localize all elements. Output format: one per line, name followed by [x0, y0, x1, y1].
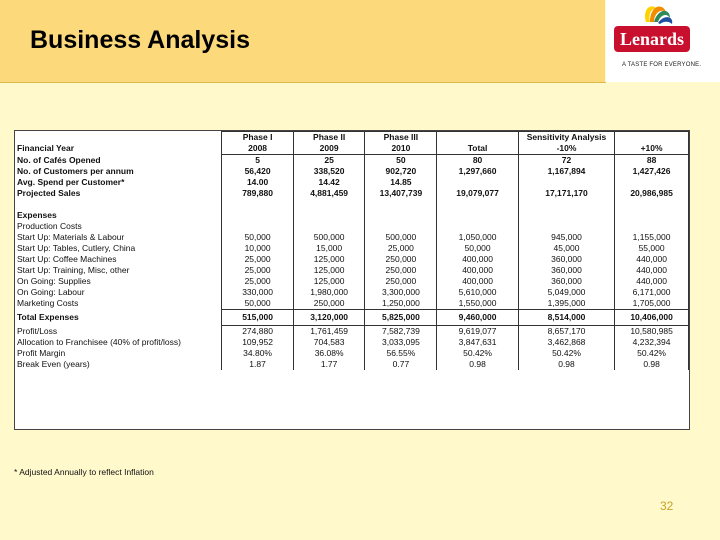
cell-value: 3,120,000: [293, 310, 365, 326]
cell-value: 1,155,000: [615, 232, 689, 243]
footnote: * Adjusted Annually to reflect Inflation: [14, 467, 154, 477]
cell-value: 17,171,170: [518, 188, 614, 199]
row-label: Production Costs: [17, 221, 82, 231]
cell-value: +10%: [615, 143, 689, 155]
cell-value: [615, 132, 689, 144]
cell-value: 45,000: [518, 243, 614, 254]
cell-value: 250,000: [365, 276, 437, 287]
cell-value: [222, 199, 293, 210]
cell-value: 338,520: [293, 166, 365, 177]
cell-value: 20,986,985: [615, 188, 689, 199]
cell-value: 400,000: [462, 254, 493, 264]
cell-value: 4,232,394: [615, 337, 689, 348]
cell-value: [615, 221, 689, 232]
cell-value: 50,000: [464, 243, 491, 253]
row-label: No. of Customers per annum: [17, 166, 134, 176]
logo-wordmark: Lenards: [619, 29, 685, 49]
table-row: [15, 359, 689, 370]
cell-value: 0.98: [518, 359, 614, 370]
row-label: On Going: Labour: [17, 287, 85, 297]
logo-tagline: A TASTE FOR EVERYONE.: [622, 62, 702, 68]
cell-value: Sensitivity Analysis: [518, 132, 614, 144]
row-label: Expenses: [17, 210, 57, 220]
cell-value: 360,000: [518, 276, 614, 287]
cell-value: 1,297,660: [458, 166, 497, 176]
cell-value: 400,000: [462, 265, 493, 275]
cell-value: 902,720: [365, 166, 437, 177]
logo-petal-blue: [658, 17, 672, 24]
cell-value: 0.77: [365, 359, 437, 370]
cell-value: 250,000: [365, 265, 437, 276]
cell-value: 3,300,000: [365, 287, 437, 298]
row-label: [15, 132, 222, 144]
cell-value: 50.42%: [518, 348, 614, 359]
cell-value: 14.00: [222, 177, 293, 188]
cell-value: 25,000: [222, 276, 293, 287]
row-label: Allocation to Franchisee (40% of profit/loss): [17, 337, 181, 347]
cell-value: 250,000: [293, 298, 365, 310]
cell-value: [518, 199, 614, 210]
cell-value: [615, 199, 689, 210]
cell-value: 72: [518, 155, 614, 167]
cell-value: 15,000: [293, 243, 365, 254]
table-row: [15, 310, 689, 326]
cell-value: 1.77: [293, 359, 365, 370]
cell-value: [437, 210, 518, 221]
cell-value: 10,580,985: [615, 326, 689, 338]
financial-table-panel: [14, 130, 690, 430]
table-row: [15, 199, 689, 210]
cell-value: 56.55%: [365, 348, 437, 359]
table-row: [15, 166, 689, 177]
row-label: [15, 199, 222, 210]
cell-value: 0.98: [469, 359, 486, 369]
row-label: Profit/Loss: [17, 325, 58, 336]
cell-value: 440,000: [615, 276, 689, 287]
cell-value: 19,079,077: [456, 188, 499, 198]
cell-value: 400,000: [462, 276, 493, 286]
cell-value: 789,880: [222, 188, 293, 199]
cell-value: [615, 210, 689, 221]
header-divider: [0, 82, 606, 83]
financial-table: [15, 131, 689, 370]
row-label: Projected Sales: [17, 188, 81, 198]
row-label: Break Even (years): [17, 359, 90, 369]
cell-value: 1,050,000: [458, 232, 497, 242]
cell-value: 1,980,000: [293, 287, 365, 298]
table-row: [15, 276, 689, 287]
cell-value: 500,000: [293, 232, 365, 243]
cell-value: 14.42: [293, 177, 365, 188]
table-row: [15, 155, 689, 167]
cell-value: [365, 210, 437, 221]
cell-value: 36.08%: [293, 348, 365, 359]
cell-value: 56,420: [222, 166, 293, 177]
cell-value: 125,000: [293, 265, 365, 276]
row-label: Financial Year: [17, 143, 75, 154]
cell-value: [518, 210, 614, 221]
cell-value: 440,000: [615, 254, 689, 265]
row-label: Avg. Spend per Customer*: [17, 177, 125, 187]
table-row: [15, 348, 689, 359]
cell-value: 55,000: [615, 243, 689, 254]
cell-value: 2009: [293, 143, 365, 155]
cell-value: 6,171,000: [615, 287, 689, 298]
table-row: [15, 221, 689, 232]
cell-value: 4,881,459: [293, 188, 365, 199]
table-row: [15, 265, 689, 276]
cell-value: 34.80%: [222, 348, 293, 359]
table-row: [15, 177, 689, 188]
cell-value: 360,000: [518, 265, 614, 276]
cell-value: 1,761,459: [293, 326, 365, 338]
cell-value: [222, 221, 293, 232]
cell-value: [293, 221, 365, 232]
table-header-phases: [15, 132, 689, 144]
cell-value: 13,407,739: [365, 188, 437, 199]
cell-value: 3,847,631: [458, 337, 497, 347]
cell-value: [615, 177, 689, 188]
cell-value: 10,406,000: [615, 310, 689, 326]
row-label: Marketing Costs: [17, 298, 79, 309]
row-label: Profit Margin: [17, 348, 66, 358]
cell-value: [437, 132, 518, 144]
row-label: Start Up: Coffee Machines: [17, 254, 117, 264]
cell-value: [365, 199, 437, 210]
table-row: [15, 188, 689, 199]
cell-value: 25,000: [222, 254, 293, 265]
cell-value: 274,880: [222, 326, 293, 338]
cell-value: [518, 221, 614, 232]
table-row: [15, 254, 689, 265]
cell-value: 50.42%: [615, 348, 689, 359]
cell-value: 3,462,868: [518, 337, 614, 348]
cell-value: 25,000: [365, 243, 437, 254]
cell-value: 515,000: [222, 310, 293, 326]
page-title: Business Analysis: [30, 26, 251, 54]
cell-value: 5: [222, 155, 293, 167]
table-row: [15, 232, 689, 243]
cell-value: 125,000: [293, 254, 365, 265]
cell-value: 440,000: [615, 265, 689, 276]
cell-value: -10%: [518, 143, 614, 155]
cell-value: Phase I: [222, 132, 293, 144]
cell-value: 9,619,077: [437, 326, 518, 338]
row-label: No. of Cafés Opened: [17, 154, 101, 165]
cell-value: 500,000: [365, 232, 437, 243]
page-number: 32: [660, 499, 674, 513]
cell-value: [365, 221, 437, 232]
cell-value: 330,000: [222, 287, 293, 298]
cell-value: [293, 199, 365, 210]
row-label: Total Expenses: [17, 312, 79, 322]
brand-logo: [612, 2, 692, 60]
cell-value: 5,610,000: [458, 287, 497, 297]
cell-value: 1,250,000: [365, 298, 437, 310]
cell-value: 1,427,426: [615, 166, 689, 177]
row-label: Start Up: Training, Misc, other: [17, 265, 130, 275]
cell-value: 3,033,095: [365, 337, 437, 348]
cell-value: 9,460,000: [437, 310, 518, 326]
cell-value: [518, 177, 614, 188]
cell-value: 704,583: [293, 337, 365, 348]
cell-value: [437, 221, 518, 232]
cell-value: 0.98: [615, 359, 689, 370]
table-row: [15, 287, 689, 298]
table-row: [15, 326, 689, 338]
cell-value: 8,514,000: [518, 310, 614, 326]
cell-value: 1,395,000: [518, 298, 614, 310]
cell-value: [293, 210, 365, 221]
cell-value: 50: [365, 155, 437, 167]
cell-value: 88: [615, 155, 689, 167]
row-label: On Going: Supplies: [17, 276, 91, 286]
cell-value: 50.42%: [463, 348, 492, 358]
cell-value: 2008: [222, 143, 293, 155]
cell-value: 25: [293, 155, 365, 167]
cell-value: 5,825,000: [365, 310, 437, 326]
cell-value: 360,000: [518, 254, 614, 265]
cell-value: 2010: [365, 143, 437, 155]
cell-value: 7,582,739: [365, 326, 437, 338]
cell-value: 250,000: [365, 254, 437, 265]
table-header-years: [15, 143, 689, 155]
cell-value: [222, 210, 293, 221]
cell-value: 1,705,000: [615, 298, 689, 310]
cell-value: 5,049,000: [518, 287, 614, 298]
cell-value: 80: [472, 155, 483, 165]
cell-value: 125,000: [293, 276, 365, 287]
cell-value: 50,000: [222, 232, 293, 243]
cell-value: 10,000: [222, 243, 293, 254]
cell-value: 8,657,170: [518, 326, 614, 338]
row-label: Start Up: Materials & Labour: [17, 232, 125, 242]
cell-value: [437, 199, 518, 210]
cell-value: 14.85: [365, 177, 437, 188]
cell-value: 1,550,000: [437, 298, 518, 310]
cell-value: 945,000: [518, 232, 614, 243]
cell-value: 1.87: [222, 359, 293, 370]
table-row: [15, 243, 689, 254]
cell-value: [437, 177, 518, 188]
table-row: [15, 298, 689, 310]
table-row: [15, 337, 689, 348]
cell-value: 1,167,894: [518, 166, 614, 177]
cell-value: 25,000: [222, 265, 293, 276]
cell-value: 109,952: [222, 337, 293, 348]
row-label: Start Up: Tables, Cutlery, China: [17, 243, 136, 253]
table-row: [15, 210, 689, 221]
cell-value: Phase II: [293, 132, 365, 144]
cell-value: 50,000: [222, 298, 293, 310]
cell-value: Total: [437, 143, 518, 155]
cell-value: Phase III: [365, 132, 437, 144]
